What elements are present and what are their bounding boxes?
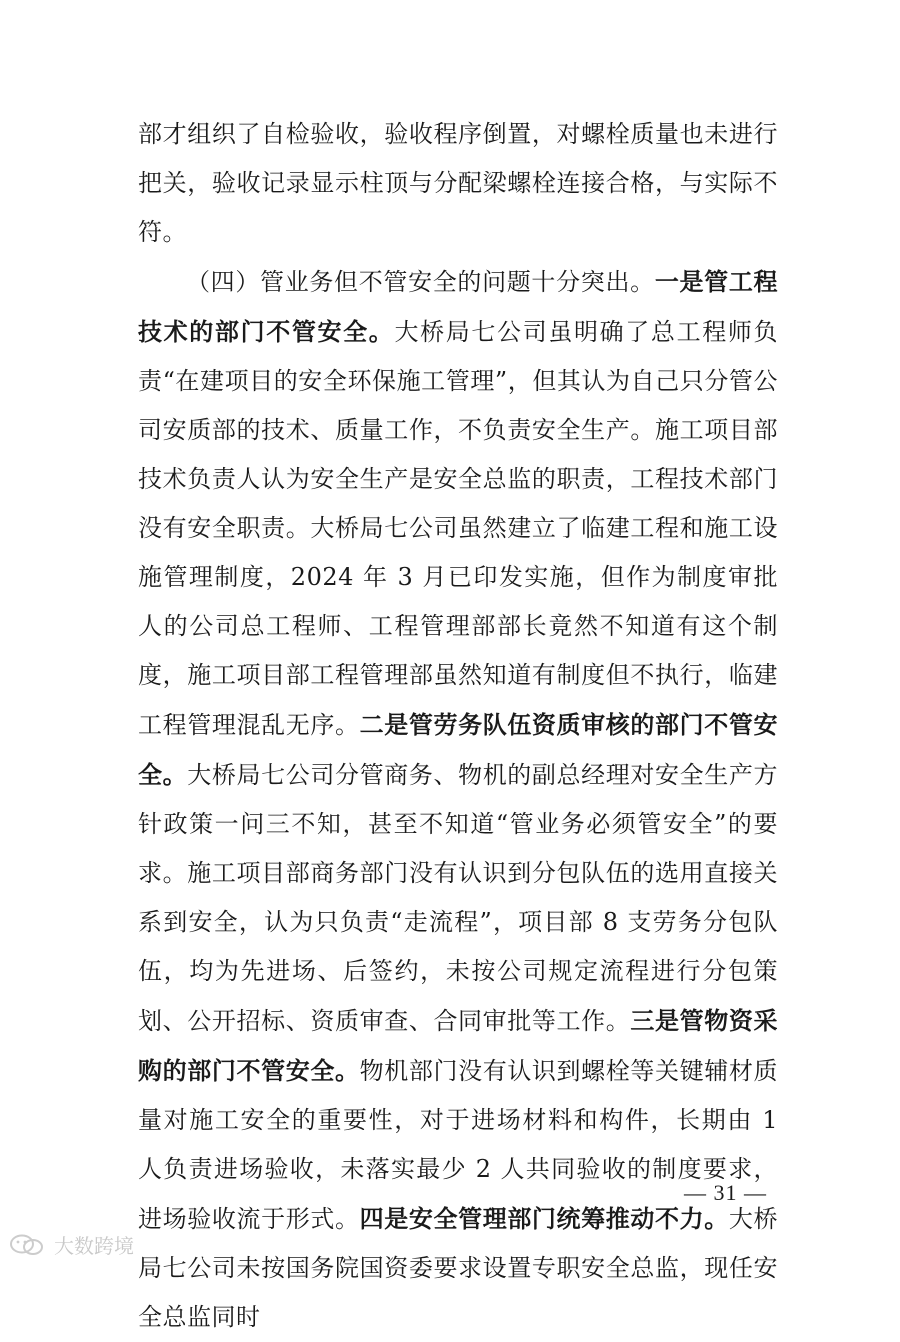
watermark <box>8 1230 134 1259</box>
body-text <box>138 110 778 1342</box>
text-run: 大桥局七公司分管商务、物机的副总经理对安全生产方针政策一问三不知，甚至不知道“管业务必须管安全”的要求。施工项目部商务部门没有认识到分包队伍的选用直接关系到安全，认为只负责“走流程”，项目部 8 支劳务分包队伍，均为先进场、后签约，未按公司规定流程进行分包策划、公开招标、资质审查、合同审批等工作。 <box>138 761 779 1035</box>
watermark-text: 大数跨境 <box>54 1234 134 1258</box>
text-run: 部才组织了自检验收，验收程序倒置，对螺栓质量也未进行把关，验收记录显示柱顶与分配梁螺栓连接合格，与实际不符。 <box>138 120 778 246</box>
text-run: 大桥局七公司虽明确了总工程师负责“在建项目的安全环保施工管理”，但其认为自己只分管公司安质部的技术、质量工作，不负责安全生产。施工项目部技术负责人认为安全生产是安全总监的职责，工程技术部门没有安全职责。大桥局七公司虽然建立了临建工程和施工设施管理制度，2024 年 3 月已印发实施，但作为制度审批人的公司总工程师、工程管理部部长竟然不知道有这个制度，施工项目部工程管理部虽然知道有制度但不执行，临建工程管理混乱无序。 <box>138 318 779 739</box>
text-run: 大桥局七公司未按国务院国资委要求设置专职安全总监，现任安全总监同时 <box>138 1205 779 1331</box>
wechat-logo-icon <box>8 1233 48 1257</box>
bold-point-4: 四是安全管理部门统筹推动不力。 <box>359 1204 729 1233</box>
paragraph-2 <box>138 257 778 1342</box>
text-run: 物机部门没有认识到螺栓等关键辅材质量对施工安全的重要性，对于进场材料和构件，长期由 1 人负责进场验收，未落实最少 2 人共同验收的制度要求，进场验收流于形式。 <box>138 1057 779 1233</box>
bold-point-1: 一是管工程技术的部门不管安全。 <box>138 267 779 346</box>
section-heading-run: （四）管业务但不管安全的问题十分突出。 <box>186 268 655 296</box>
bold-point-2: 二是管劳务队伍资质审核的部门不管安全。 <box>138 710 779 789</box>
bold-point-3: 三是管物资采购的部门不管安全。 <box>138 1006 779 1085</box>
paragraph-1 <box>138 110 778 257</box>
page-number: — 31 — <box>684 1180 767 1205</box>
